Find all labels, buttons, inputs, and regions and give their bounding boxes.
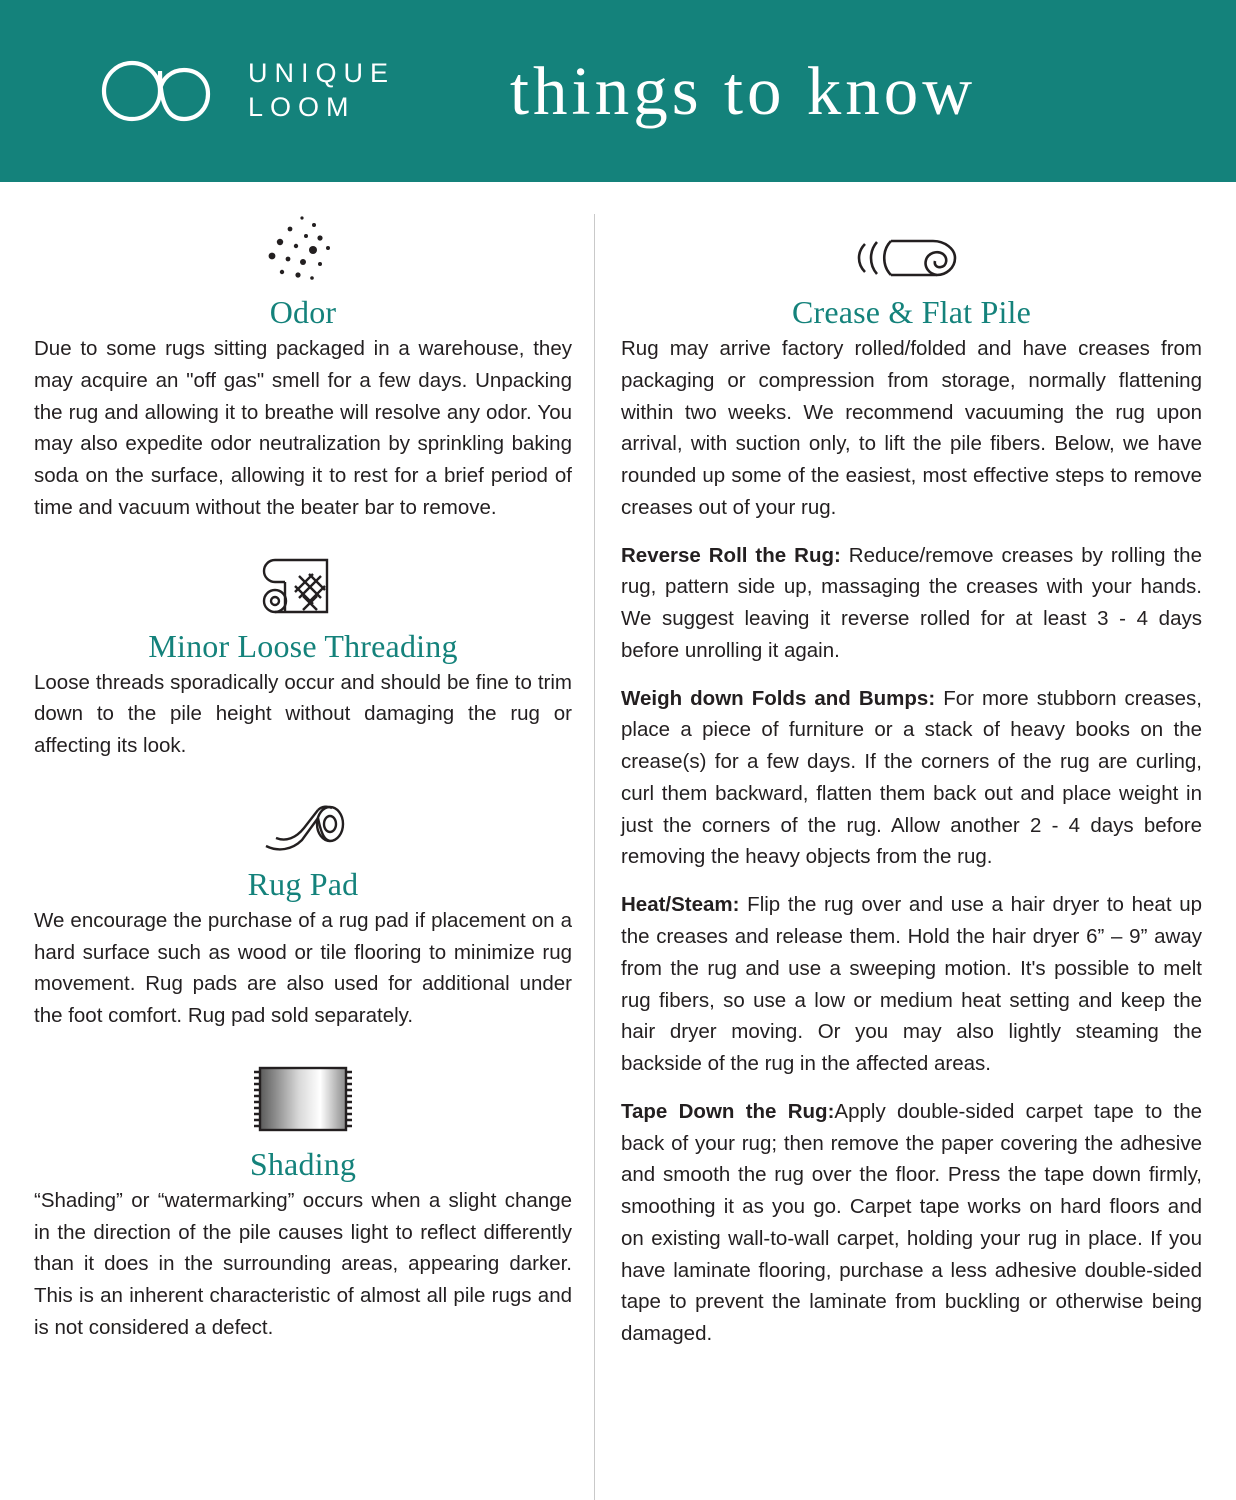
section-title: Shading [249,1145,357,1182]
brand-line-2: LOOM [248,92,356,122]
tip-tape-down [621,1096,1202,1350]
rolled-rug-icon [34,540,572,626]
shaded-rug-icon [34,1048,572,1144]
section-body: Loose threads sporadically occur and should be fine to trim down to the pile height without damaging the rug or affecting its look. [34,670,572,758]
section-rug-pad [34,778,572,1032]
section-title: Rug Pad [247,865,359,902]
tip-text: Flip the rug over and use a hair dryer to heat up the creases and release them. Hold the hair dryer 6” – 9” away from the rug and use a sweeping motion. It's possible to melt rug fibers, so use a low or medium heat setting and keep the hair dryer moving. Or you may also lightly steaming the backside of the rug in the affected areas. [621,893,1202,1076]
tip-lead: Tape Down the Rug: [621,1099,835,1123]
tip-lead: Weigh down Folds and Bumps: [621,686,936,710]
section-title: Crease & Flat Pile [791,294,1032,330]
odor-dots-icon [34,206,572,292]
section-title: Odor [269,294,337,330]
section-body: Due to some rugs sitting packaged in a warehouse, they may acquire an "off gas" smell for a few days. Unpacking the rug and allowing it to breathe will resolve any odor. You may also expedite odor neutralization by sprinkling baking soda on the surface, allowing it to rest for a brief period of time and vacuum without the beater bar to remove. [34,337,572,519]
section-odor [34,206,572,524]
right-column [619,206,1202,1500]
rug-pad-roll-icon [34,778,572,864]
section-minor-loose-threading [34,540,572,762]
rolled-pile-icon [621,206,1202,292]
tip-text: Reduce/remove creases by rolling the rug, pattern side up, massaging the creases with your hands. We suggest leaving it reverse rolled for at least 3 - 4 days before unrolling it again. [621,543,1202,662]
brand-lockup [96,56,395,126]
unique-loom-infinity-logo-icon [96,56,226,126]
tip-lead: Heat/Steam: [621,893,740,917]
tip-weigh-down [621,683,1202,874]
tip-text: For more stubborn creases, place a piece of furniture or a stack of heavy books on the crease(s) for a few days. If the corners of the rug are curling, curl them backward, flatten them back out and place weight in just the corners of the rug. Allow another 2 - 4 days before removing the heavy objects from the rug. [621,686,1202,869]
crease-intro-text: Rug may arrive factory rolled/folded and have creases from packaging or compression from storage, normally flattening within two weeks. We recommend vacuuming the rug upon arrival, with suction only, to lift the pile fibers. Below, we have rounded up some of the easiest, most effective steps to remove creases out of your rug. [621,337,1202,519]
section-shading [34,1048,572,1344]
section-title: Minor Loose Threading [148,627,458,664]
page-title-text: things to know [509,52,977,129]
column-divider [594,214,595,1500]
left-column [34,206,594,1500]
tip-heat-steam [621,889,1202,1080]
brand-wordmark [248,57,395,125]
section-body: We encourage the purchase of a rug pad if placement on a hard surface such as wood or tile flooring to minimize rug movement. Rug pads are also used for additional under the foot comfort. Rug pad sold separately. [34,908,572,1028]
tip-text: Apply double-sided carpet tape to the back of your rug; then remove the paper covering the adhesive and smooth the rug over the floor. Press the tape down firmly, smoothing it as you go. Carpet tape works on hard floors and on existing wall-to-wall carpet, holding your rug in place. If you have laminate flooring, purchase a less adhesive double-sided tape to prevent the laminate from buckling or otherwise being damaged. [621,1099,1203,1346]
page-header [0,0,1236,182]
brand-line-1: UNIQUE [248,58,396,89]
section-body: “Shading” or “watermarking” occurs when a slight change in the direction of the pile causes light to reflect differently than it does in the surrounding areas, appearing darker. This is an inherent characteristic of almost all pile rugs and is not considered a defect. [34,1188,572,1340]
tip-lead: Reverse Roll the Rug: [621,543,841,567]
content-area [0,182,1236,1500]
tip-reverse-roll [621,540,1202,667]
